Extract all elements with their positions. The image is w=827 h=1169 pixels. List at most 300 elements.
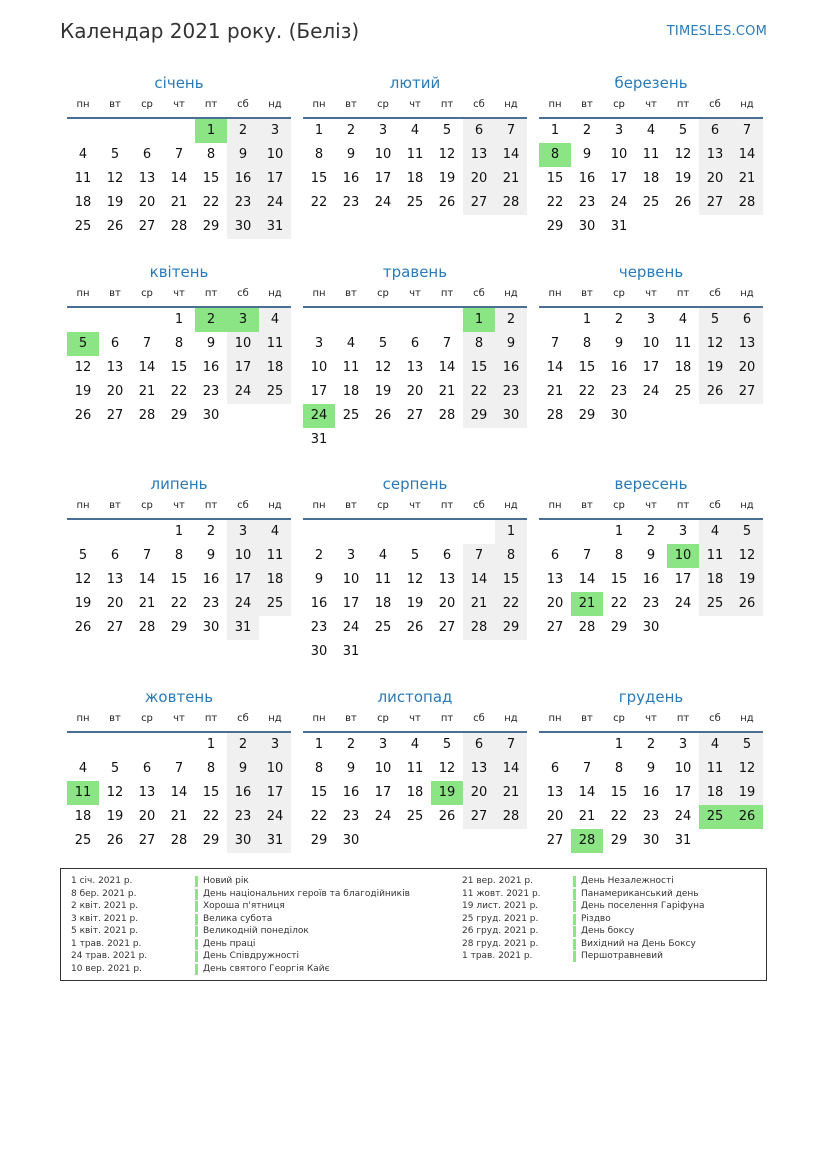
weekday-label: пт <box>204 288 218 299</box>
day-cell: 2 <box>495 308 527 332</box>
weekday-label: пн <box>548 713 562 724</box>
day-cell: 29 <box>610 833 628 848</box>
day-cell: 23 <box>227 191 259 215</box>
day-cell: 29 <box>463 404 495 428</box>
day-cell: 11 <box>259 544 291 568</box>
day-cell: 11 <box>342 360 360 375</box>
day-cell: 19 <box>731 568 763 592</box>
weekday-label: нд <box>740 713 754 724</box>
day-cell: 22 <box>310 195 328 210</box>
weekday-label: пт <box>440 99 454 110</box>
day-cell: 27 <box>731 380 763 404</box>
weekday-label: сб <box>709 99 721 110</box>
weekday-label: чт <box>645 99 657 110</box>
day-cell: 10 <box>610 147 628 162</box>
day-cell: 20 <box>138 195 156 210</box>
day-cell: 6 <box>410 336 420 351</box>
month-6 <box>539 262 763 423</box>
day-cell: 1 <box>614 737 624 752</box>
legend-name: День праці <box>203 938 256 949</box>
day-cell: 1 <box>550 123 560 138</box>
legend-date: 8 бер. 2021 р. <box>71 888 137 899</box>
day-cell: 29 <box>202 833 220 848</box>
day-cell: 21 <box>731 167 763 191</box>
day-cell: 20 <box>438 596 456 611</box>
day-cell: 26 <box>374 408 392 423</box>
day-cell: 20 <box>106 596 124 611</box>
day-cell: 5 <box>110 147 120 162</box>
day-cell: 26 <box>406 620 424 635</box>
day-cell: 2 <box>206 524 216 539</box>
day-cell: 24 <box>642 384 660 399</box>
month-2 <box>303 73 527 210</box>
day-cell: 22 <box>202 195 220 210</box>
day-cell: 13 <box>731 332 763 356</box>
day-cell: 7 <box>463 544 495 568</box>
legend-name: Новий рік <box>203 876 249 886</box>
day-cell: 16 <box>578 171 596 186</box>
day-cell: 7 <box>442 336 452 351</box>
day-cell: 27 <box>699 191 731 215</box>
day-cell: 5 <box>731 520 763 544</box>
weekday-label: нд <box>504 713 518 724</box>
holiday-day-cell: 10 <box>667 544 699 568</box>
day-cell: 27 <box>546 833 564 848</box>
day-cell: 10 <box>259 757 291 781</box>
day-cell: 20 <box>106 384 124 399</box>
day-cell: 30 <box>495 404 527 428</box>
weekday-label: сб <box>237 713 249 724</box>
day-cell: 25 <box>259 380 291 404</box>
day-cell: 3 <box>678 737 688 752</box>
day-cell: 26 <box>74 408 92 423</box>
day-cell: 28 <box>495 805 527 829</box>
weekday-label: нд <box>740 500 754 511</box>
weekday-label: вт <box>345 288 357 299</box>
weekday-label: ср <box>377 288 389 299</box>
day-cell: 12 <box>374 360 392 375</box>
legend-date: 1 січ. 2021 р. <box>71 876 133 886</box>
legend-date: 5 квіт. 2021 р. <box>71 926 139 936</box>
weekday-label: пн <box>312 99 326 110</box>
day-cell: 5 <box>731 733 763 757</box>
weekday-label: пн <box>312 288 326 299</box>
weekday-label: пн <box>312 500 326 511</box>
day-cell: 2 <box>227 733 259 757</box>
brand-link[interactable]: TIMESLES.COM <box>666 24 767 39</box>
day-cell: 4 <box>259 520 291 544</box>
weekday-label: вт <box>109 99 121 110</box>
day-cell: 21 <box>170 809 188 824</box>
day-cell: 4 <box>346 336 356 351</box>
day-cell: 14 <box>495 143 527 167</box>
day-cell: 7 <box>550 336 560 351</box>
day-cell: 23 <box>227 805 259 829</box>
day-cell: 29 <box>170 408 188 423</box>
day-cell: 23 <box>578 195 596 210</box>
weekday-label: пт <box>440 288 454 299</box>
weekday-label: нд <box>504 99 518 110</box>
day-cell: 14 <box>578 572 596 587</box>
weekday-label: вт <box>581 99 593 110</box>
day-cell: 8 <box>314 147 324 162</box>
day-cell: 25 <box>642 195 660 210</box>
day-cell: 14 <box>170 785 188 800</box>
day-cell: 4 <box>378 548 388 563</box>
day-cell: 19 <box>438 171 456 186</box>
day-cell: 23 <box>342 809 360 824</box>
day-cell: 16 <box>227 781 259 805</box>
weekday-label: сб <box>709 713 721 724</box>
day-cell: 10 <box>374 761 392 776</box>
day-cell: 14 <box>731 143 763 167</box>
day-cell: 28 <box>170 219 188 234</box>
day-cell: 28 <box>170 833 188 848</box>
month-name: квітень <box>149 263 209 281</box>
weekday-label: вт <box>109 713 121 724</box>
weekday-label: пт <box>676 99 690 110</box>
day-cell: 7 <box>142 336 152 351</box>
day-cell: 19 <box>74 596 92 611</box>
day-cell: 1 <box>174 524 184 539</box>
day-cell: 30 <box>642 620 660 635</box>
day-cell: 9 <box>206 548 216 563</box>
holiday-day-cell: 2 <box>195 308 227 332</box>
day-cell: 15 <box>463 356 495 380</box>
weekday-label: чт <box>645 713 657 724</box>
day-cell: 28 <box>463 616 495 640</box>
weekday-label: чт <box>645 500 657 511</box>
day-cell: 17 <box>674 572 692 587</box>
day-cell: 15 <box>170 572 188 587</box>
day-cell: 3 <box>259 119 291 143</box>
weekday-label: вт <box>345 99 357 110</box>
day-cell: 9 <box>646 548 656 563</box>
day-cell: 12 <box>731 757 763 781</box>
weekday-label: пт <box>204 500 218 511</box>
day-cell: 29 <box>610 620 628 635</box>
day-cell: 4 <box>699 733 731 757</box>
day-cell: 12 <box>74 360 92 375</box>
legend-name: День Співдружності <box>203 951 300 961</box>
weekday-label: пт <box>676 713 690 724</box>
day-cell: 28 <box>546 408 564 423</box>
legend-date: 3 квіт. 2021 р. <box>71 913 139 924</box>
holiday-day-cell: 21 <box>571 592 603 616</box>
month-name: липень <box>150 475 208 493</box>
month-4 <box>67 262 291 423</box>
weekday-label: ср <box>377 713 389 724</box>
day-cell: 3 <box>678 524 688 539</box>
legend-name: День Незалежності <box>581 876 674 886</box>
legend-date: 10 вер. 2021 р. <box>71 963 142 974</box>
day-cell: 5 <box>378 336 388 351</box>
day-cell: 3 <box>259 733 291 757</box>
day-cell: 8 <box>495 544 527 568</box>
weekday-label: пн <box>548 99 562 110</box>
day-cell: 12 <box>106 785 124 800</box>
legend-marker <box>195 939 198 950</box>
day-cell: 20 <box>138 809 156 824</box>
day-cell: 8 <box>206 761 216 776</box>
month-name: лютий <box>389 74 441 92</box>
day-cell: 4 <box>259 308 291 332</box>
legend-name: День боксу <box>581 926 635 936</box>
day-cell: 22 <box>202 809 220 824</box>
weekday-label: чт <box>173 99 185 110</box>
day-cell: 12 <box>74 572 92 587</box>
day-cell: 31 <box>610 219 628 234</box>
legend-marker <box>573 951 576 962</box>
day-cell: 8 <box>463 332 495 356</box>
day-cell: 14 <box>170 171 188 186</box>
day-cell: 22 <box>463 380 495 404</box>
day-cell: 13 <box>406 360 424 375</box>
day-cell: 13 <box>106 360 124 375</box>
day-cell: 11 <box>406 761 424 776</box>
day-cell: 11 <box>74 171 92 186</box>
day-cell: 25 <box>406 809 424 824</box>
day-cell: 24 <box>259 191 291 215</box>
weekday-label: пн <box>548 500 562 511</box>
day-cell: 1 <box>314 123 324 138</box>
day-cell: 6 <box>463 733 495 757</box>
day-cell: 4 <box>410 737 420 752</box>
day-cell: 8 <box>314 761 324 776</box>
day-cell: 13 <box>106 572 124 587</box>
day-cell: 28 <box>138 620 156 635</box>
day-cell: 24 <box>674 809 692 824</box>
weekday-header <box>67 285 291 303</box>
day-cell: 7 <box>142 548 152 563</box>
day-cell: 13 <box>138 785 156 800</box>
day-cell: 21 <box>546 384 564 399</box>
legend-name: День поселення Гаріфуна <box>581 901 705 911</box>
weekday-header <box>303 96 527 114</box>
day-cell: 9 <box>227 143 259 167</box>
day-cell: 15 <box>610 785 628 800</box>
day-cell: 31 <box>259 215 291 239</box>
weekday-label: пт <box>676 500 690 511</box>
legend-marker <box>195 901 198 912</box>
day-cell: 15 <box>202 785 220 800</box>
day-cell: 9 <box>495 332 527 356</box>
day-cell: 12 <box>699 332 731 356</box>
day-cell: 5 <box>699 308 731 332</box>
holiday-day-cell: 25 <box>699 805 731 829</box>
weekday-label: сб <box>237 99 249 110</box>
day-cell: 5 <box>78 548 88 563</box>
weekday-label: чт <box>409 99 421 110</box>
day-cell: 27 <box>406 408 424 423</box>
weekday-header <box>539 96 763 114</box>
month-1 <box>67 73 291 234</box>
day-cell: 24 <box>374 195 392 210</box>
day-cell: 15 <box>578 360 596 375</box>
day-cell: 25 <box>74 219 92 234</box>
weekday-label: пт <box>676 288 690 299</box>
day-cell: 24 <box>259 805 291 829</box>
day-cell: 20 <box>546 596 564 611</box>
day-cell: 21 <box>463 592 495 616</box>
day-cell: 30 <box>310 644 328 659</box>
weekday-label: пн <box>312 713 326 724</box>
day-cell: 1 <box>495 520 527 544</box>
weekday-header <box>303 710 527 728</box>
weekday-label: чт <box>173 288 185 299</box>
day-cell: 20 <box>731 356 763 380</box>
legend-date: 2 квіт. 2021 р. <box>71 901 139 911</box>
day-cell: 13 <box>546 785 564 800</box>
day-cell: 18 <box>406 171 424 186</box>
month-name: травень <box>382 263 448 281</box>
day-cell: 9 <box>346 761 356 776</box>
legend-name: Великодній понеділок <box>203 926 309 936</box>
weekday-label: чт <box>173 500 185 511</box>
weekday-label: вт <box>109 288 121 299</box>
weekday-label: сб <box>473 288 485 299</box>
day-cell: 10 <box>642 336 660 351</box>
holiday-day-cell: 11 <box>67 781 99 805</box>
day-cell: 2 <box>314 548 324 563</box>
day-cell: 26 <box>438 809 456 824</box>
weekday-label: ср <box>613 99 625 110</box>
day-cell: 7 <box>495 733 527 757</box>
day-cell: 12 <box>674 147 692 162</box>
day-cell: 24 <box>227 592 259 616</box>
day-cell: 10 <box>374 147 392 162</box>
day-cell: 8 <box>582 336 592 351</box>
day-cell: 27 <box>106 408 124 423</box>
day-cell: 10 <box>342 572 360 587</box>
weekday-label: ср <box>613 713 625 724</box>
day-cell: 7 <box>731 119 763 143</box>
holiday-day-cell: 1 <box>195 119 227 143</box>
weekday-label: ср <box>613 500 625 511</box>
day-cell: 28 <box>495 191 527 215</box>
day-cell: 25 <box>699 592 731 616</box>
day-cell: 28 <box>731 191 763 215</box>
day-cell: 20 <box>699 167 731 191</box>
holiday-day-cell: 26 <box>731 805 763 829</box>
day-cell: 21 <box>578 809 596 824</box>
day-cell: 26 <box>674 195 692 210</box>
day-cell: 6 <box>142 147 152 162</box>
day-cell: 24 <box>342 620 360 635</box>
day-cell: 11 <box>406 147 424 162</box>
day-cell: 13 <box>699 143 731 167</box>
day-cell: 25 <box>406 195 424 210</box>
weekday-header <box>539 285 763 303</box>
day-cell: 21 <box>495 167 527 191</box>
day-cell: 19 <box>106 809 124 824</box>
day-cell: 11 <box>642 147 660 162</box>
day-cell: 9 <box>614 336 624 351</box>
weekday-label: ср <box>377 99 389 110</box>
weekday-label: ср <box>377 500 389 511</box>
weekday-label: ср <box>613 288 625 299</box>
day-cell: 5 <box>110 761 120 776</box>
day-cell: 9 <box>314 572 324 587</box>
day-cell: 7 <box>174 147 184 162</box>
legend-marker <box>195 914 198 925</box>
day-cell: 6 <box>550 548 560 563</box>
legend-name: День святого Георгія Кайє <box>203 963 330 974</box>
legend-name: Першотравневий <box>581 951 663 961</box>
day-cell: 12 <box>438 761 456 776</box>
legend-marker <box>573 926 576 937</box>
day-cell: 6 <box>731 308 763 332</box>
legend-date: 25 груд. 2021 р. <box>462 913 539 924</box>
day-cell: 14 <box>138 572 156 587</box>
day-cell: 21 <box>438 384 456 399</box>
day-cell: 29 <box>495 616 527 640</box>
day-cell: 17 <box>642 360 660 375</box>
day-cell: 9 <box>227 757 259 781</box>
day-cell: 23 <box>642 809 660 824</box>
weekday-label: пн <box>76 99 90 110</box>
weekday-header <box>67 710 291 728</box>
day-cell: 30 <box>642 833 660 848</box>
day-cell: 4 <box>78 761 88 776</box>
weekday-label: пн <box>76 713 90 724</box>
day-cell: 5 <box>442 123 452 138</box>
day-cell: 20 <box>463 167 495 191</box>
day-cell: 6 <box>110 336 120 351</box>
day-cell: 30 <box>578 219 596 234</box>
day-cell: 3 <box>314 336 324 351</box>
day-cell: 14 <box>546 360 564 375</box>
day-cell: 31 <box>310 432 328 447</box>
day-cell: 23 <box>610 384 628 399</box>
legend-marker <box>573 914 576 925</box>
weekday-label: ср <box>141 99 153 110</box>
legend-date: 19 лист. 2021 р. <box>462 901 539 911</box>
weekday-label: нд <box>504 288 518 299</box>
day-cell: 31 <box>342 644 360 659</box>
day-cell: 19 <box>74 384 92 399</box>
day-cell: 22 <box>495 592 527 616</box>
day-cell: 21 <box>138 384 156 399</box>
weekday-label: пт <box>204 99 218 110</box>
legend-date: 26 груд. 2021 р. <box>462 926 539 936</box>
holiday-day-cell: 19 <box>431 781 463 805</box>
day-cell: 18 <box>342 384 360 399</box>
weekday-label: сб <box>237 288 249 299</box>
day-cell: 22 <box>610 596 628 611</box>
day-cell: 31 <box>259 829 291 853</box>
day-cell: 10 <box>227 332 259 356</box>
weekday-label: сб <box>709 288 721 299</box>
day-cell: 20 <box>406 384 424 399</box>
weekday-label: сб <box>237 500 249 511</box>
legend-marker <box>195 964 198 975</box>
month-11 <box>303 687 527 848</box>
day-cell: 15 <box>170 360 188 375</box>
day-cell: 3 <box>378 737 388 752</box>
day-cell: 30 <box>227 829 259 853</box>
weekday-label: сб <box>709 500 721 511</box>
day-cell: 8 <box>206 147 216 162</box>
day-cell: 13 <box>438 572 456 587</box>
day-cell: 11 <box>259 332 291 356</box>
weekday-label: ср <box>141 713 153 724</box>
day-cell: 1 <box>206 737 216 752</box>
weekday-label: нд <box>268 288 282 299</box>
legend-name: Вихідний на День Боксу <box>581 938 696 949</box>
day-cell: 12 <box>438 147 456 162</box>
day-cell: 23 <box>642 596 660 611</box>
